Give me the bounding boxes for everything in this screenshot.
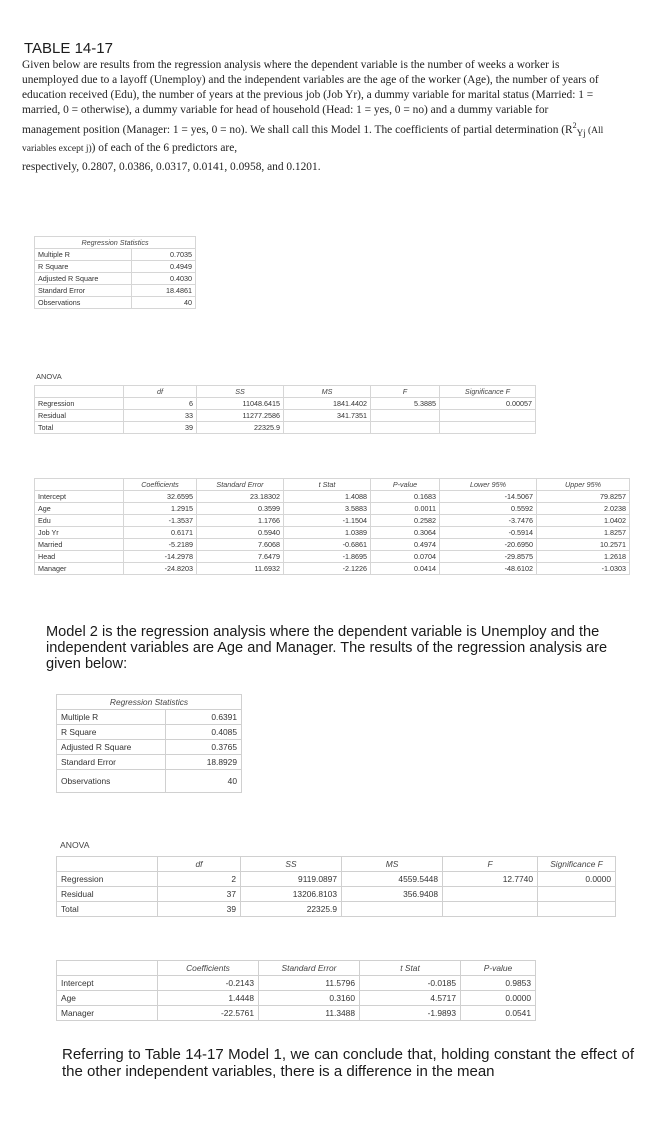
m1-rs-value: 0.4030 — [132, 273, 196, 285]
m1-rs-value: 0.7035 — [132, 249, 196, 261]
m2-anova-cell — [538, 887, 616, 902]
m2-coef-cell: 11.3488 — [259, 1006, 360, 1021]
m1-coef-cell: 11.6932 — [197, 563, 284, 575]
m2-anova-cell: Regression — [57, 872, 158, 887]
m1-regstats-heading: Regression Statistics — [35, 237, 196, 249]
m1-coef-cell: 0.5940 — [197, 527, 284, 539]
m2-anova-cell — [443, 887, 538, 902]
m1-anova-header: SS — [197, 386, 284, 398]
m1-anova-cell — [440, 410, 536, 422]
table-row — [35, 539, 630, 551]
m2-rs-label: Observations — [57, 770, 166, 793]
m1-anova-cell: 5.3885 — [371, 398, 440, 410]
m2-anova-header: Significance F — [538, 857, 616, 872]
m2-anova-cell: 0.0000 — [538, 872, 616, 887]
m1-coef-cell: 0.4974 — [371, 539, 440, 551]
m2-rs-label: R Square — [57, 725, 166, 740]
m1-anova-cell — [371, 410, 440, 422]
m1-coef-header — [35, 479, 124, 491]
m2-coef-cell: -1.9893 — [360, 1006, 461, 1021]
model1-anova-table — [34, 385, 536, 434]
m1-coef-header: t Stat — [284, 479, 371, 491]
m1-coef-cell: 1.0402 — [537, 515, 630, 527]
m2-anova-cell: 39 — [158, 902, 241, 917]
m1-anova-header — [35, 386, 124, 398]
m2-anova-cell: 22325.9 — [241, 902, 342, 917]
m2-anova-cell — [443, 902, 538, 917]
m2-anova-label: ANOVA — [60, 840, 90, 850]
m1-anova-cell — [284, 422, 371, 434]
m1-coef-cell: 2.0238 — [537, 503, 630, 515]
m1-coef-cell: 1.2915 — [124, 503, 197, 515]
m1-coef-cell: 32.6595 — [124, 491, 197, 503]
model2-heading: Model 2 is the regression analysis where the dependent variable is Unemploy and the independent variables are Age and Manager. The results of the regression analysis are given below: — [46, 624, 608, 672]
m2-anova-header: SS — [241, 857, 342, 872]
m1-coef-cell: 0.0704 — [371, 551, 440, 563]
m1-anova-cell: 33 — [124, 410, 197, 422]
intro-tail: ) of each of the 6 predictors are, — [91, 142, 238, 155]
m1-coef-cell: -24.8203 — [124, 563, 197, 575]
m1-anova-cell: 22325.9 — [197, 422, 284, 434]
m1-rs-value: 18.4861 — [132, 285, 196, 297]
m1-coef-cell: 0.3599 — [197, 503, 284, 515]
m1-anova-cell: Regression — [35, 398, 124, 410]
intro-last: respectively, 0.2807, 0.0386, 0.0317, 0.0141, 0.0958, and 0.1201. — [22, 161, 321, 174]
m2-rs-label: Adjusted R Square — [57, 740, 166, 755]
m1-rs-value: 40 — [132, 297, 196, 309]
m1-coef-cell: Job Yr — [35, 527, 124, 539]
m2-anova-cell: Total — [57, 902, 158, 917]
m1-coef-cell: 1.2618 — [537, 551, 630, 563]
m1-coef-header: Upper 95% — [537, 479, 630, 491]
m1-coef-cell: 1.0389 — [284, 527, 371, 539]
m2-rs-value: 40 — [166, 770, 242, 793]
m1-coef-cell: -48.6102 — [440, 563, 537, 575]
m2-coef-cell: 11.5796 — [259, 976, 360, 991]
m1-anova-cell: 11048.6415 — [197, 398, 284, 410]
model1-regression-statistics — [34, 236, 196, 309]
m2-coef-cell: 0.0541 — [461, 1006, 536, 1021]
m1-anova-cell: 39 — [124, 422, 197, 434]
m1-coef-cell: 0.2582 — [371, 515, 440, 527]
table-row — [35, 503, 630, 515]
m2-coef-cell: 0.3160 — [259, 991, 360, 1006]
m1-coef-cell: 1.8257 — [537, 527, 630, 539]
m1-coef-cell: 0.3064 — [371, 527, 440, 539]
m1-anova-cell: 6 — [124, 398, 197, 410]
m2-coef-cell: 1.4448 — [158, 991, 259, 1006]
m2-anova-cell: 12.7740 — [443, 872, 538, 887]
m2-coef-header: t Stat — [360, 961, 461, 976]
m1-coef-cell: -1.8695 — [284, 551, 371, 563]
m1-coef-cell: -0.5914 — [440, 527, 537, 539]
m1-coef-cell: -29.8575 — [440, 551, 537, 563]
m2-anova-cell: 9119.0897 — [241, 872, 342, 887]
m1-anova-label: ANOVA — [36, 372, 62, 381]
m2-coef-header — [57, 961, 158, 976]
m2-coef-cell: Intercept — [57, 976, 158, 991]
model2-regression-statistics — [56, 694, 242, 793]
m1-rs-label: Observations — [35, 297, 132, 309]
table-row — [57, 991, 536, 1006]
m2-coef-cell: -22.5761 — [158, 1006, 259, 1021]
m2-anova-header: MS — [342, 857, 443, 872]
m1-anova-cell — [371, 422, 440, 434]
m2-rs-label: Multiple R — [57, 710, 166, 725]
m2-coef-cell: 0.0000 — [461, 991, 536, 1006]
m1-coef-cell: -5.2189 — [124, 539, 197, 551]
model2-anova-table — [56, 856, 616, 917]
m2-anova-cell: 4559.5448 — [342, 872, 443, 887]
m1-coef-cell: 10.2571 — [537, 539, 630, 551]
m1-coef-cell: 0.6171 — [124, 527, 197, 539]
m2-anova-cell: 2 — [158, 872, 241, 887]
m1-coef-cell: -2.1226 — [284, 563, 371, 575]
m2-coef-cell: -0.2143 — [158, 976, 259, 991]
m1-anova-header: df — [124, 386, 197, 398]
m1-anova-cell: Residual — [35, 410, 124, 422]
m2-anova-header — [57, 857, 158, 872]
m1-anova-cell: 11277.2586 — [197, 410, 284, 422]
m1-coef-cell: 7.6068 — [197, 539, 284, 551]
m1-coef-cell: -1.1504 — [284, 515, 371, 527]
m2-rs-value: 18.8929 — [166, 755, 242, 770]
m2-anova-cell: Residual — [57, 887, 158, 902]
m1-anova-header: MS — [284, 386, 371, 398]
m2-coef-header: Coefficients — [158, 961, 259, 976]
m2-coef-cell: 4.5717 — [360, 991, 461, 1006]
table-row — [35, 563, 630, 575]
m2-anova-cell: 37 — [158, 887, 241, 902]
m1-rs-label: R Square — [35, 261, 132, 273]
m2-anova-header: df — [158, 857, 241, 872]
m1-coef-cell: 0.0011 — [371, 503, 440, 515]
m1-coef-cell: Edu — [35, 515, 124, 527]
m2-coef-header: P-value — [461, 961, 536, 976]
m2-rs-value: 0.4085 — [166, 725, 242, 740]
table-row — [35, 551, 630, 563]
footer-question: Referring to Table 14-17 Model 1, we can conclude that, holding constant the effect of the other independent variables, there is a difference in the mean — [62, 1046, 634, 1080]
m1-coef-cell: Manager — [35, 563, 124, 575]
m2-rs-label: Standard Error — [57, 755, 166, 770]
m2-rs-value: 0.6391 — [166, 710, 242, 725]
m1-coef-cell: 0.1683 — [371, 491, 440, 503]
m1-anova-cell — [440, 422, 536, 434]
m1-coef-cell: 3.5883 — [284, 503, 371, 515]
m1-coef-cell: 0.5592 — [440, 503, 537, 515]
m1-anova-cell: Total — [35, 422, 124, 434]
m2-coef-cell: Age — [57, 991, 158, 1006]
m2-anova-cell — [538, 902, 616, 917]
m1-rs-label: Multiple R — [35, 249, 132, 261]
table-row — [35, 515, 630, 527]
intro-body: Given below are results from the regression analysis where the dependent variable is the number of weeks a worker is unemployed due to a layoff (Unemploy) and the independent variables are the age of the worker (Age), the number of years of education received (Edu), the number of years at the previous job (Job Yr), a dummy variable for marital status (Married: 1 = married, 0 = otherwise), a dummy variable for head of household (Head: 1 = yes, 0 = no) and a dummy variable for management position (Manager: 1 = yes, 0 = no). We shall call this Model 1. The coefficients of partial determination (R — [22, 59, 599, 136]
model1-coefficients-table — [34, 478, 630, 575]
m1-coef-cell: Intercept — [35, 491, 124, 503]
m1-rs-label: Standard Error — [35, 285, 132, 297]
m1-anova-cell: 341.7351 — [284, 410, 371, 422]
m1-coef-cell: -1.0303 — [537, 563, 630, 575]
m2-rs-value: 0.3765 — [166, 740, 242, 755]
table-row — [35, 491, 630, 503]
table-title: TABLE 14-17 — [24, 40, 113, 57]
m1-coef-cell: -0.6861 — [284, 539, 371, 551]
m1-rs-label: Adjusted R Square — [35, 273, 132, 285]
intro-paragraph — [22, 58, 604, 175]
m1-coef-cell: -14.2978 — [124, 551, 197, 563]
m2-coef-cell: 0.9853 — [461, 976, 536, 991]
m2-anova-cell: 13206.8103 — [241, 887, 342, 902]
intro-mid: (All variables except j) — [22, 125, 604, 155]
table-row — [57, 1006, 536, 1021]
m2-coef-cell: -0.0185 — [360, 976, 461, 991]
m1-anova-cell: 0.00057 — [440, 398, 536, 410]
m1-coef-cell: Age — [35, 503, 124, 515]
m1-coef-cell: 23.18302 — [197, 491, 284, 503]
m2-anova-cell — [342, 902, 443, 917]
m2-regstats-heading: Regression Statistics — [57, 695, 242, 710]
m1-coef-header: Lower 95% — [440, 479, 537, 491]
m1-rs-value: 0.4949 — [132, 261, 196, 273]
m1-coef-header: Coefficients — [124, 479, 197, 491]
m2-coef-header: Standard Error — [259, 961, 360, 976]
table-row — [57, 976, 536, 991]
m1-coef-cell: -20.6950 — [440, 539, 537, 551]
m1-coef-cell: 0.0414 — [371, 563, 440, 575]
m2-anova-cell: 356.9408 — [342, 887, 443, 902]
intro-sup: 2 — [572, 121, 577, 130]
m1-coef-cell: -14.5067 — [440, 491, 537, 503]
model2-coefficients-table — [56, 960, 536, 1021]
m1-coef-cell: -3.7476 — [440, 515, 537, 527]
m1-coef-header: P-value — [371, 479, 440, 491]
m1-coef-cell: -1.3537 — [124, 515, 197, 527]
m1-anova-header: F — [371, 386, 440, 398]
m1-coef-cell: 79.8257 — [537, 491, 630, 503]
m1-coef-header: Standard Error — [197, 479, 284, 491]
table-row — [35, 527, 630, 539]
intro-sub: Yj — [576, 128, 586, 139]
m1-anova-header: Significance F — [440, 386, 536, 398]
m1-coef-cell: 1.1766 — [197, 515, 284, 527]
m2-anova-header: F — [443, 857, 538, 872]
m1-coef-cell: Head — [35, 551, 124, 563]
m2-coef-cell: Manager — [57, 1006, 158, 1021]
m1-coef-cell: 1.4088 — [284, 491, 371, 503]
m1-anova-cell: 1841.4402 — [284, 398, 371, 410]
m1-coef-cell: 7.6479 — [197, 551, 284, 563]
m1-coef-cell: Married — [35, 539, 124, 551]
